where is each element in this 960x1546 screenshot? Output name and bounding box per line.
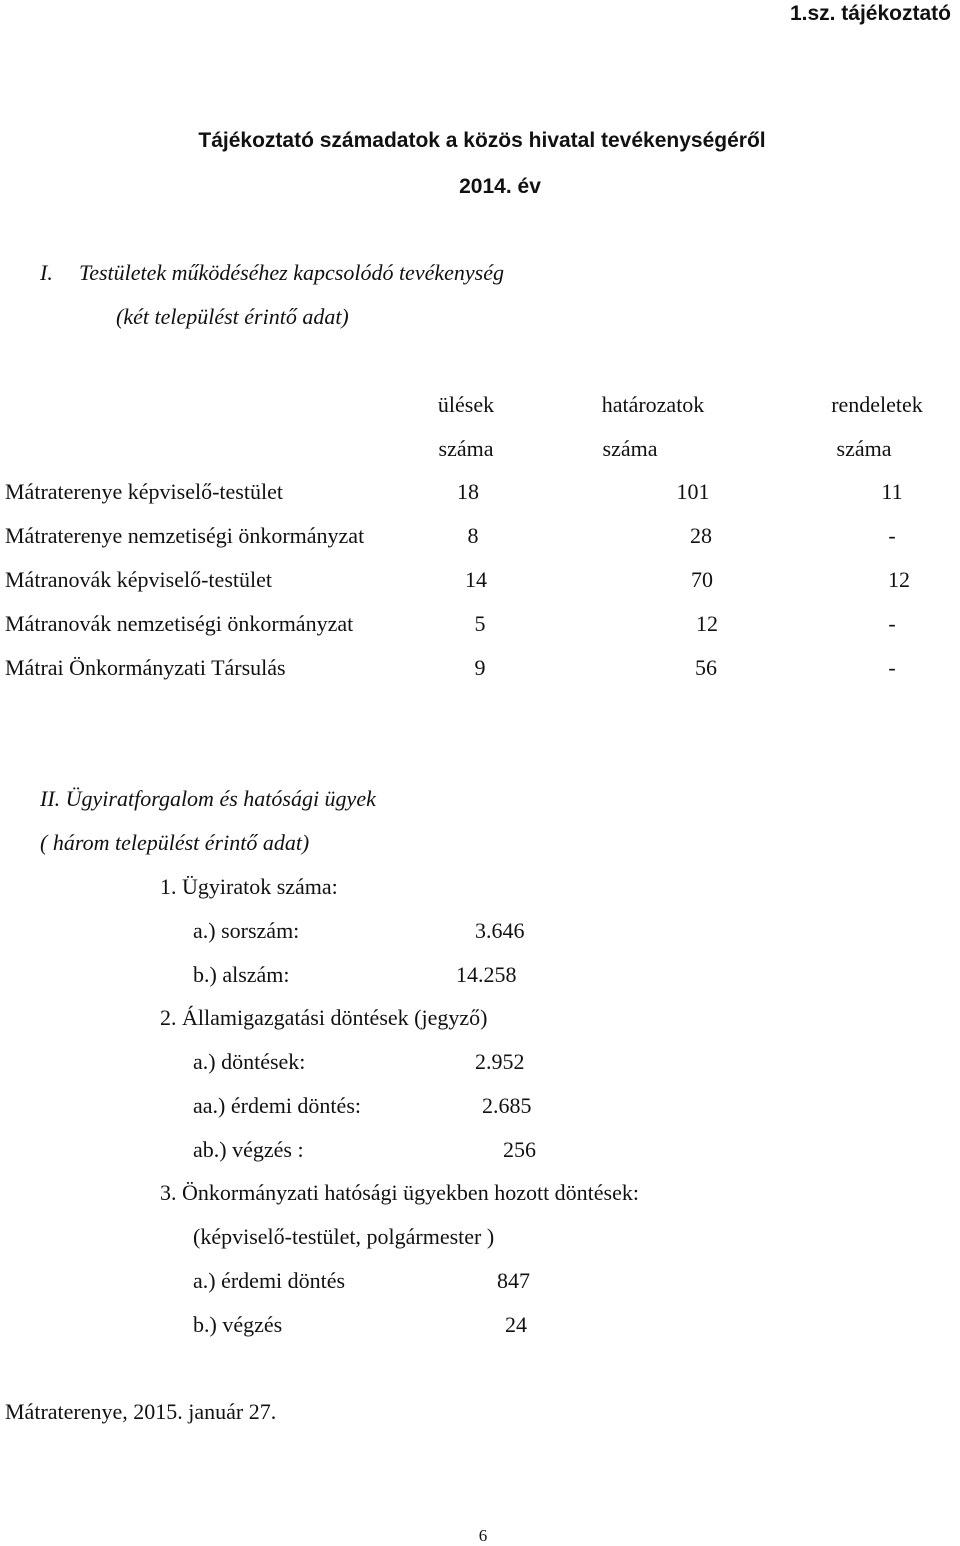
item2-label: 2. Államigazgatási döntések (jegyző) [160, 1005, 488, 1030]
item3-b-label: b.) végzés [193, 1312, 283, 1337]
item3-b-value: 24 [505, 1312, 527, 1337]
rendeletek-value: - [888, 611, 896, 636]
item2-a-label: a.) döntések: [193, 1049, 306, 1074]
rendeletek-value: - [888, 523, 896, 548]
item3-label: 3. Önkormányzati hatósági ügyekben hozott döntések: [160, 1180, 639, 1205]
item1-a-label: a.) sorszám: [193, 918, 300, 943]
document-label: 1.sz. tájékoztató [789, 2, 951, 25]
item3-a-label: a.) érdemi döntés [193, 1268, 346, 1293]
item3-a-value: 847 [497, 1268, 530, 1293]
ulesek-value: 8 [467, 523, 479, 548]
page-number: 6 [478, 1526, 488, 1545]
item1-b-label: b.) alszám: [193, 962, 290, 987]
row-name: Mátraterenye nemzetiségi önkormányzat [5, 523, 365, 548]
section2-subheading: ( három települést érintő adat) [40, 830, 310, 855]
column-header-rendeletek: rendeletek [831, 392, 923, 417]
item2-aa-value: 2.685 [482, 1093, 532, 1118]
row-name: Mátranovák nemzetiségi önkormányzat [5, 611, 354, 636]
hatarozatok-value: 28 [690, 523, 712, 548]
place-date: Mátraterenye, 2015. január 27. [5, 1399, 277, 1424]
ulesek-value: 14 [465, 567, 487, 592]
hatarozatok-value: 101 [676, 479, 710, 504]
column-header-ulesek: ülések [437, 392, 495, 417]
section2-heading: II. Ügyiratforgalom és hatósági ügyek [40, 786, 376, 811]
item3-note: (képviselő-testület, polgármester ) [193, 1224, 495, 1249]
column-subheader-ulesek: száma [438, 436, 494, 461]
ulesek-value: 18 [457, 479, 479, 504]
column-subheader-hatarozatok: száma [602, 436, 658, 461]
row-name: Mátraterenye képviselő-testület [5, 479, 283, 504]
column-subheader-rendeletek: száma [836, 436, 892, 461]
item1-b-value: 14.258 [456, 962, 517, 987]
item1-a-value: 3.646 [475, 918, 525, 943]
hatarozatok-value: 56 [695, 655, 717, 680]
rendeletek-value: 11 [881, 479, 903, 504]
item2-ab-value: 256 [503, 1137, 536, 1162]
section1-number: I. [40, 260, 53, 285]
row-name: Mátranovák képviselő-testület [5, 567, 272, 592]
rendeletek-value: - [888, 655, 896, 680]
hatarozatok-value: 70 [691, 567, 713, 592]
item2-a-value: 2.952 [475, 1049, 525, 1074]
section1-subheading: (két települést érintő adat) [116, 304, 349, 329]
ulesek-value: 5 [474, 611, 486, 636]
item2-aa-label: aa.) érdemi döntés: [193, 1093, 361, 1118]
row-name: Mátrai Önkormányzati Társulás [5, 655, 286, 680]
item2-ab-label: ab.) végzés : [193, 1137, 304, 1162]
document-year: 2014. év [459, 175, 541, 198]
column-header-hatarozatok: határozatok [601, 392, 705, 417]
ulesek-value: 9 [474, 655, 486, 680]
document-title: Tájékoztató számadatok a közös hivatal tevékenységéről [198, 129, 766, 152]
rendeletek-value: 12 [888, 567, 910, 592]
hatarozatok-value: 12 [696, 611, 718, 636]
item1-label: 1. Ügyiratok száma: [160, 874, 338, 899]
section1-heading: Testületek működéséhez kapcsolódó tevékenység [79, 260, 504, 285]
